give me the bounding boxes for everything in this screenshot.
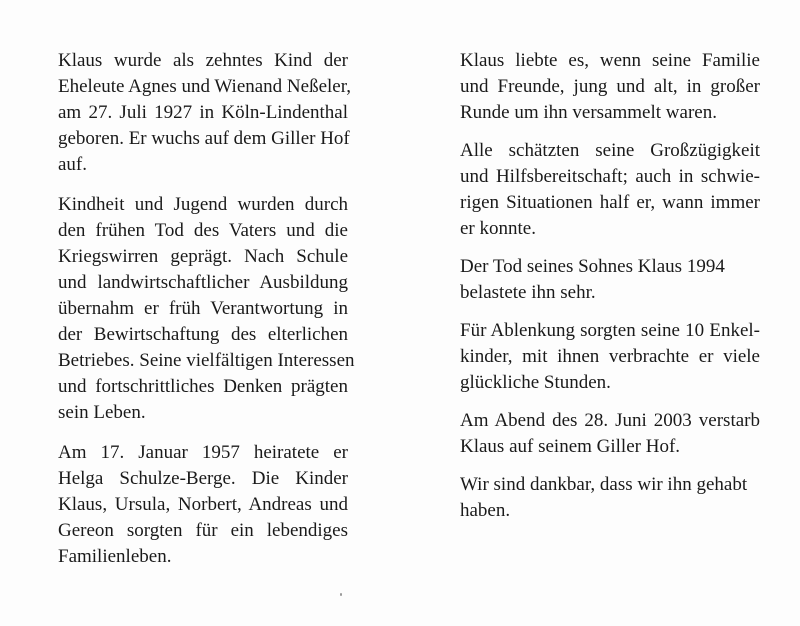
paragraph-son: [460, 254, 760, 306]
text-line: Betriebes. Seine vielfältigen Interessen: [58, 350, 355, 371]
text-line: auf.: [58, 154, 88, 175]
text-line: rigen Situationen half er, wann immer: [460, 192, 760, 213]
right-text-column: [460, 48, 760, 524]
text-line: Alle schätzten seine Großzügigkeit: [460, 140, 760, 161]
text-line: und Freunde, jung und alt, in großer: [460, 76, 760, 97]
text-line: am 27. Juli 1927 in Köln-Lindenthal: [58, 102, 348, 123]
text-line: Wir sind dankbar, dass wir ihn gehabt: [460, 474, 748, 495]
paragraph-youth: [58, 192, 355, 426]
paragraph-marriage: [58, 440, 348, 570]
text-line: geboren. Er wuchs auf dem Giller Hof: [58, 128, 350, 149]
text-line: Helga Schulze-Berge. Die Kinder: [58, 468, 348, 489]
text-line: belastete ihn sehr.: [460, 282, 596, 303]
text-line: und fortschrittliches Denken prägten: [58, 376, 348, 397]
text-line: der Bewirtschaftung des elterlichen: [58, 324, 348, 345]
text-line: Klaus liebte es, wenn seine Familie: [460, 50, 760, 71]
text-line: er konnte.: [460, 218, 536, 239]
text-line: Klaus auf seinem Giller Hof.: [460, 436, 681, 457]
paragraph-birth: [58, 48, 352, 178]
text-line: haben.: [460, 500, 511, 521]
text-line: glückliche Stunden.: [460, 372, 611, 393]
paragraph-grandchildren: [460, 318, 760, 396]
paragraph-gratitude: [460, 472, 760, 524]
text-line: übernahm er früh Verantwortung in: [58, 298, 348, 319]
text-line: Am 17. Januar 1957 heiratete er: [58, 442, 348, 463]
text-line: kinder, mit ihnen verbrachte er viele: [460, 346, 760, 367]
text-line: Am Abend des 28. Juni 2003 verstarb: [460, 410, 760, 431]
text-line: Klaus wurde als zehntes Kind der: [58, 50, 348, 71]
text-line: Klaus, Ursula, Norbert, Andreas und: [58, 494, 348, 515]
scan-speck: [340, 593, 342, 596]
text-line: den frühen Tod des Vaters und die: [58, 220, 348, 241]
text-line: und landwirtschaftlicher Ausbildung: [58, 272, 348, 293]
text-line: sein Leben.: [58, 402, 146, 423]
text-line: Kriegswirren geprägt. Nach Schule: [58, 246, 348, 267]
paragraph-generosity: [460, 138, 760, 242]
text-line: und Hilfsbereitschaft; auch in schwie-: [460, 166, 760, 187]
text-line: Für Ablenkung sorgten seine 10 Enkel-: [460, 320, 760, 341]
text-line: Der Tod seines Sohnes Klaus 1994: [460, 256, 725, 277]
text-line: Familienleben.: [58, 546, 172, 567]
text-line: Eheleute Agnes und Wienand Neßeler,: [58, 76, 352, 97]
text-line: Kindheit und Jugend wurden durch: [58, 194, 348, 215]
paragraph-death: [460, 408, 760, 460]
paragraph-family: [460, 48, 760, 126]
text-line: Runde um ihn versammelt waren.: [460, 102, 717, 123]
left-text-column: [58, 48, 355, 570]
text-line: Gereon sorgten für ein lebendiges: [58, 520, 348, 541]
